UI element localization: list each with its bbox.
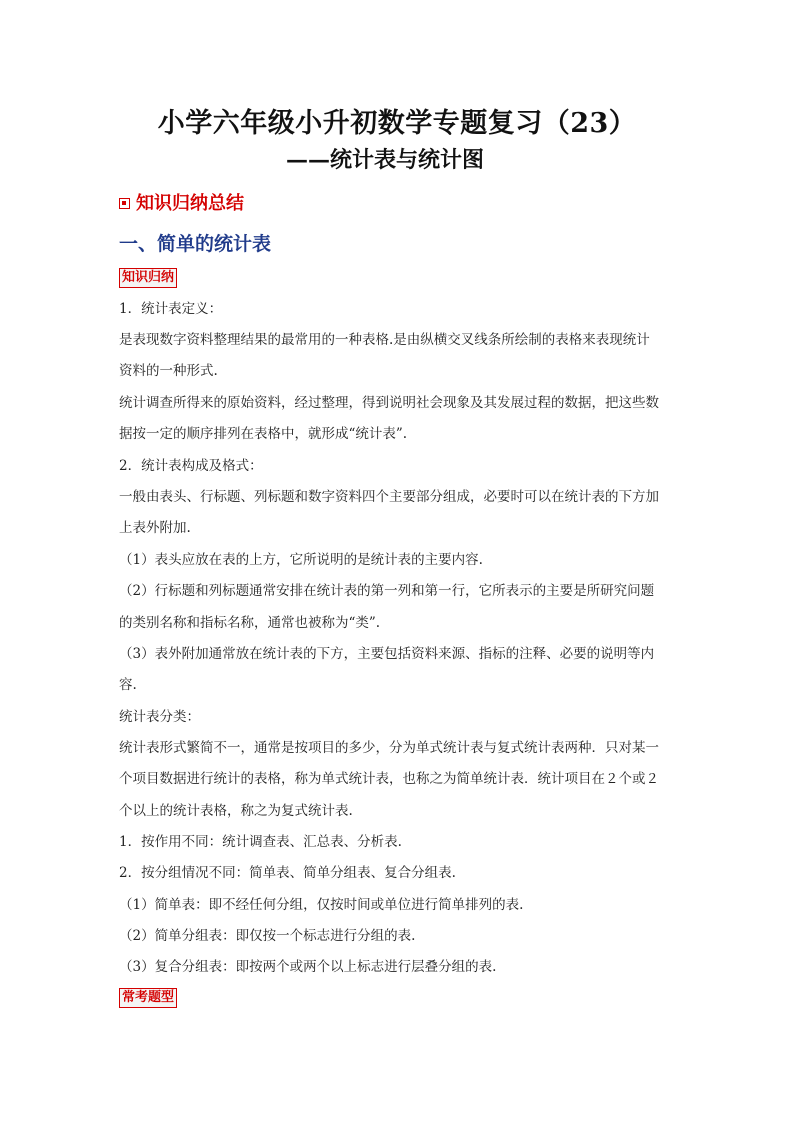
section-heading-label: 知识归纳总结 [136, 193, 244, 214]
tag-common-question-types: 常考题型 [119, 988, 177, 1008]
text-line: 据按一定的顺序排列在表格中，就形成“统计表”. [119, 426, 408, 442]
heading-simple-statistics-table: 一、简单的统计表 [119, 233, 272, 255]
text-line: （3）复合分组表：即按两个或两个以上标志进行层叠分组的表. [119, 959, 497, 975]
text-line: 一般由表头、行标题、列标题和数字资料四个主要部分组成，必要时可以在统计表的下方加 [119, 489, 659, 505]
square-bullet-icon [119, 198, 130, 209]
tag-knowledge-summary: 知识归纳 [119, 268, 177, 288]
text-line: 个项目数据进行统计的表格，称为单式统计表，也称之为简单统计表．统计项目在２个或２ [119, 771, 659, 787]
text-line: 1．按作用不同：统计调查表、汇总表、分析表. [119, 834, 402, 850]
text-line: 统计表形式繁简不一，通常是按项目的多少，分为单式统计表与复式统计表两种．只对某一 [119, 740, 659, 756]
page-title: 小学六年级小升初数学专题复习（23） [157, 108, 637, 139]
text-line: 容. [119, 677, 137, 693]
text-line: （2）行标题和列标题通常安排在统计表的第一列和第一行，它所表示的主要是所研究问题 [119, 583, 655, 599]
text-line: 上表外附加. [119, 520, 191, 536]
text-line: 资料的一种形式. [119, 363, 218, 379]
text-line: （1）简单表：即不经任何分组，仅按时间或单位进行简单排列的表. [119, 897, 524, 913]
text-line: （1）表头应放在表的上方，它所说明的是统计表的主要内容. [119, 552, 483, 568]
text-line: 2．统计表构成及格式： [119, 458, 263, 474]
page-subtitle: ——统计表与统计图 [286, 147, 485, 173]
text-line: 个以上的统计表格，称之为复式统计表. [119, 803, 353, 819]
text-line: （3）表外附加通常放在统计表的下方，主要包括资料来源、指标的注释、必要的说明等内 [119, 646, 655, 662]
text-line: （2）简单分组表：即仅按一个标志进行分组的表. [119, 928, 416, 944]
section-heading [119, 189, 244, 215]
text-line: 统计表分类： [119, 709, 200, 725]
text-line: 1．统计表定义： [119, 301, 223, 317]
text-line: 2．按分组情况不同：简单表、简单分组表、复合分组表. [119, 865, 456, 881]
text-line: 的类别名称和指标名称，通常也被称为“类”. [119, 615, 381, 631]
text-line: 统计调查所得来的原始资料，经过整理，得到说明社会现象及其发展过程的数据，把这些数 [119, 395, 659, 411]
text-line: 是表现数字资料整理结果的最常用的一种表格.是由纵横交叉线条所绘制的表格来表现统计 [119, 332, 650, 348]
